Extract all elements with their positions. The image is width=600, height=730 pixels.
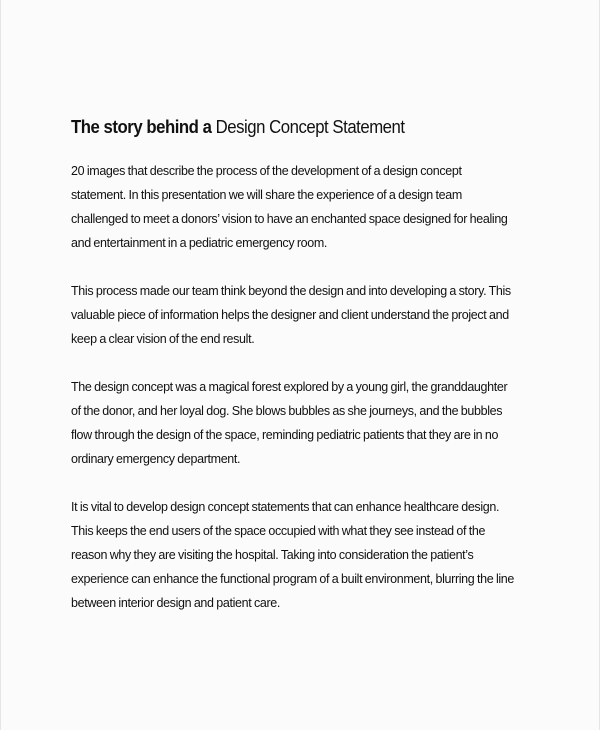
title-bold-part: The story behind a [71,117,212,137]
paragraph-2: This process made our team think beyond the design and into developing a story. This valuable piece of information helps the designer and client understand the project and keep a clear vision of the end result. [71,284,511,346]
paragraph-3: The design concept was a magical forest explored by a young girl, the granddaughter of the donor, and her loyal dog. She blows bubbles as she journeys, and the bubbles flow through the design of the space, reminding pediatric patients that they are in no ordinary emergency department. [71,380,508,466]
document-content [71,114,516,639]
paragraph-1: 20 images that describe the process of the development of a design concept statement. In this presentation we will share the experience of a design team challenged to meet a donors’ vision to have an enchanted space designed for healing and entertainment in a pediatric emergency room. [71,164,508,250]
document-title [71,114,485,140]
title-regular-part: Design Concept Statement [211,117,405,137]
paragraph-4: It is vital to develop design concept statements that can enhance healthcare design. This keeps the end users of the space occupied with what they see instead of the reason why they are visiting the hospital. Taking into consideration the patient’s experience can enhance the functional program of a built environment, blurring the line between interior design and patient care. [71,500,515,610]
